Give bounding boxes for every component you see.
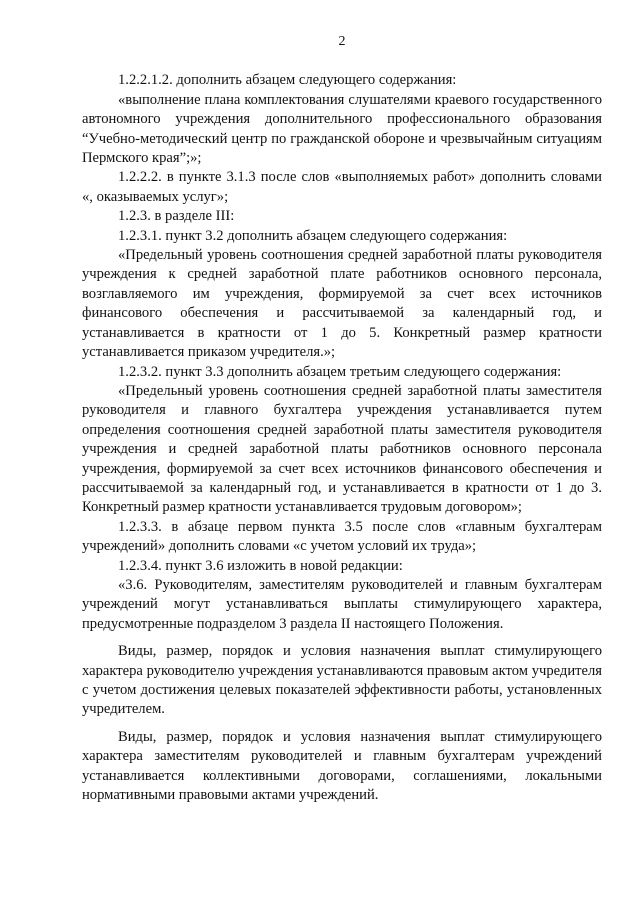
paragraph: Виды, размер, порядок и условия назначения выплат стимулирующего характера руководителю учреждения устанавливаются правовым актом учредителя с учетом достижения целевых показателей эффективности работы, установленных учредителем. (82, 643, 602, 718)
paragraph: 1.2.3.1. пункт 3.2 дополнить абзацем следующего содержания: (118, 227, 508, 244)
document-body (82, 71, 602, 805)
paragraph: «Предельный уровень соотношения средней заработной платы руководителя учреждения к средней заработной плате работников основного персонала, возглавляемого им учреждения, формируемой за счет всех источников финансового обеспечения и рассчитываемой за календарный год, и устанавливается в кратности от 1 до 5. Конкретный размер кратности устанавливается приказом учредителя.»; (82, 247, 602, 361)
paragraph: 1.2.3.4. пункт 3.6 изложить в новой редакции: (118, 557, 403, 574)
page-number: 2 (338, 34, 346, 49)
paragraph: Виды, размер, порядок и условия назначения выплат стимулирующего характера заместителям руководителей и главным бухгалтерам учреждений устанавливается коллективными договорами, соглашениями, локальными нормативными правовыми актами учреждений. (82, 728, 602, 804)
paragraph: 1.2.3. в разделе III: (118, 208, 235, 225)
paragraph: «Предельный уровень соотношения средней заработной платы заместителя руководителя и главного бухгалтера учреждения устанавливается путем определения соотношения средней заработной платы заместителя руководителя учреждения и средней заработной платы работников основного персонала учреждения, формируемой за счет всех источников финансового обеспечения и рассчитываемой за календарный год, и устанавливается в кратности от 1 до 3. Конкретный размер кратности устанавливается трудовым договором»; (82, 382, 602, 516)
paragraph: «выполнение плана комплектования слушателями краевого государственного автономного учреждения дополнительного профессионального образования “Учебно-методический центр по гражданской обороне и чрезвычайным ситуациям Пермского края”;»; (82, 91, 602, 167)
paragraph: 1.2.2.2. в пункте 3.1.3 после слов «выполняемых работ» дополнить словами «, оказываемых услуг»; (82, 169, 602, 205)
paragraph: 1.2.2.1.2. дополнить абзацем следующего содержания: (118, 72, 457, 89)
paragraph: «3.6. Руководителям, заместителям руководителей и главным бухгалтерам учреждений могут устанавливаться выплаты стимулирующего характера, предусмотренные подразделом 3 раздела II настоящего Положения. (82, 576, 602, 632)
paragraph: 1.2.3.3. в абзаце первом пункта 3.5 после слов «главным бухгалтерам учреждений» дополнить словами «с учетом условий их труда»; (82, 518, 602, 555)
paragraph: 1.2.3.2. пункт 3.3 дополнить абзацем третьим следующего содержания: (118, 363, 562, 380)
